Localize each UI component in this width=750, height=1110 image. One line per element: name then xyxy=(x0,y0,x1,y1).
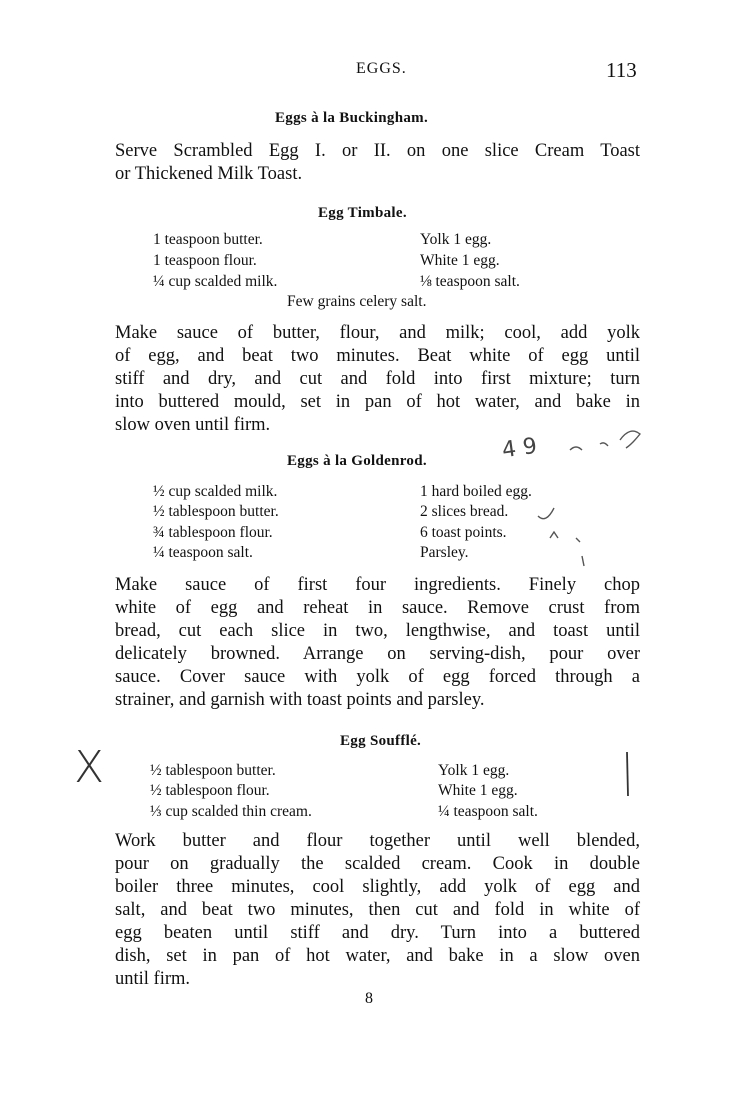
recipe-title-souffle: Egg Soufflé. xyxy=(340,733,422,749)
ingredient-right-2: 2 slices bread. xyxy=(420,503,509,520)
ingredient-left-3: ¾ tablespoon flour. xyxy=(153,524,273,541)
text-line: into buttered mould, set in pan of hot water, and bake in xyxy=(115,392,640,412)
ingredient-left-1: 1 teaspoon butter. xyxy=(153,231,263,248)
text-line: of egg, and beat two minutes. Beat white of egg until xyxy=(115,346,640,366)
pencil-cross-mark: X xyxy=(74,742,105,793)
pencil-annotation: 4 9 xyxy=(500,433,539,464)
text-line: stiff and dry, and cut and fold into first mixture; turn xyxy=(115,369,640,389)
running-head: EGGS. xyxy=(356,60,407,77)
ingredient-right-3: ⅛ teaspoon salt. xyxy=(420,273,520,290)
text-line: egg beaten until stiff and dry. Turn into a buttered xyxy=(115,923,640,943)
ingredient-right-2: White 1 egg. xyxy=(420,252,500,269)
recipe-title-goldenrod: Eggs à la Goldenrod. xyxy=(287,453,427,469)
ingredient-left-1: ½ tablespoon butter. xyxy=(150,762,276,779)
ingredient-right-1: Yolk 1 egg. xyxy=(420,231,492,248)
recipe-instructions-goldenrod xyxy=(115,574,640,712)
ingredient-right-1: Yolk 1 egg. xyxy=(438,762,510,779)
recipe-title-buckingham: Eggs à la Buckingham. xyxy=(275,110,429,126)
ingredient-right-4: Parsley. xyxy=(420,544,469,561)
text-line: dish, set in pan of hot water, and bake in a slow oven xyxy=(115,946,640,966)
ingredient-right-1: 1 hard boiled egg. xyxy=(420,483,532,500)
text-line: pour on gradually the scalded cream. Cook in double xyxy=(115,854,640,874)
text-line: boiler three minutes, cool slightly, add yolk of egg and xyxy=(115,877,640,897)
pencil-scribble-icon xyxy=(560,420,650,470)
text-line: salt, and beat two minutes, then cut and fold in white of xyxy=(115,900,640,920)
recipe-title-timbale: Egg Timbale. xyxy=(318,205,407,221)
ingredient-left-4: ¼ teaspoon salt. xyxy=(153,544,253,561)
ingredient-left-3: ⅓ cup scalded thin cream. xyxy=(150,803,312,820)
ingredient-center: Few grains celery salt. xyxy=(287,293,427,310)
ingredient-left-2: ½ tablespoon butter. xyxy=(153,503,279,520)
text-line: Work butter and flour together until well blended, xyxy=(115,831,640,851)
ingredient-left-1: ½ cup scalded milk. xyxy=(153,483,278,500)
recipe-instructions-buckingham xyxy=(115,140,640,186)
text-line: strainer, and garnish with toast points and parsley. xyxy=(115,690,485,710)
pencil-line-icon xyxy=(620,750,634,800)
ingredient-left-2: 1 teaspoon flour. xyxy=(153,252,257,269)
page-number: 113 xyxy=(606,58,637,82)
pencil-scribble-icon xyxy=(530,498,600,568)
text-line: bread, cut each slice in two, lengthwise, and toast until xyxy=(115,621,640,641)
text-line: sauce. Cover sauce with yolk of egg forced through a xyxy=(115,667,640,687)
text-line: slow oven until firm. xyxy=(115,415,271,435)
text-line: Make sauce of butter, flour, and milk; cool, add yolk xyxy=(115,323,640,343)
text-line: Make sauce of first four ingredients. Finely chop xyxy=(115,575,640,595)
recipe-instructions-souffle xyxy=(115,830,640,991)
text-line: white of egg and reheat in sauce. Remove crust from xyxy=(115,598,640,618)
ingredient-left-3: ¼ cup scalded milk. xyxy=(153,273,278,290)
ingredient-left-2: ½ tablespoon flour. xyxy=(150,782,270,799)
signature-mark: 8 xyxy=(365,990,373,1007)
text-line: delicately browned. Arrange on serving-dish, pour over xyxy=(115,644,640,664)
text-line: until firm. xyxy=(115,969,191,989)
ingredient-right-2: White 1 egg. xyxy=(438,782,518,799)
text-line: or Thickened Milk Toast. xyxy=(115,164,303,184)
ingredient-right-3: 6 toast points. xyxy=(420,524,507,541)
ingredient-right-3: ¼ teaspoon salt. xyxy=(438,803,538,820)
text-line: Serve Scrambled Egg I. or II. on one slice Cream Toast xyxy=(115,141,640,161)
